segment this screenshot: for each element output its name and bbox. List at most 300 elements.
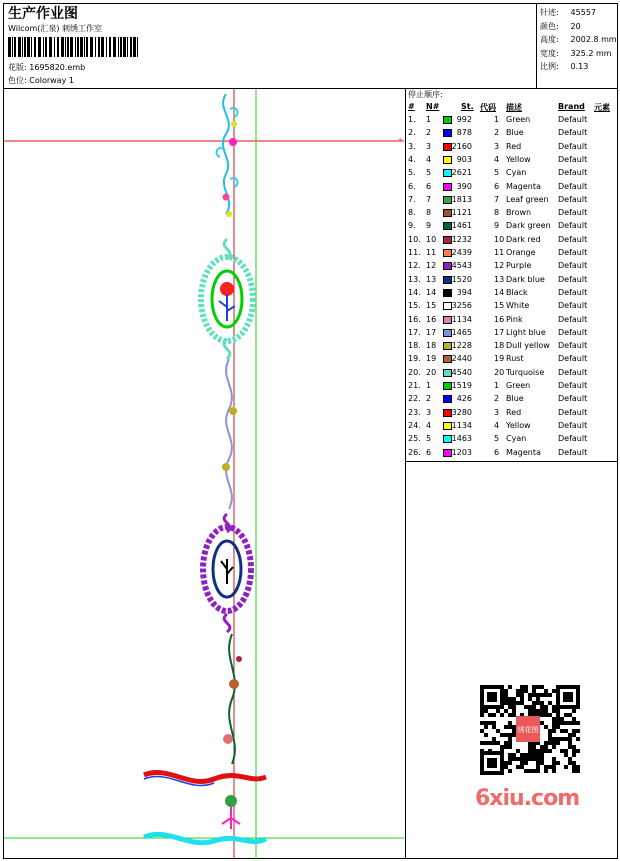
qr-module bbox=[572, 709, 576, 713]
row-stitches: 426 bbox=[456, 394, 472, 404]
qr-module bbox=[536, 701, 540, 705]
qr-module bbox=[532, 757, 536, 761]
table-row bbox=[408, 434, 618, 447]
row-needle: 20 bbox=[426, 367, 437, 377]
color-swatch bbox=[443, 449, 452, 457]
qr-module bbox=[564, 749, 568, 753]
qr-module bbox=[540, 749, 544, 753]
qr-module bbox=[488, 713, 492, 717]
qr-module bbox=[528, 769, 532, 773]
row-needle: 15 bbox=[426, 301, 437, 311]
color-swatch bbox=[443, 342, 452, 350]
design-file bbox=[8, 62, 85, 73]
barcode-bar bbox=[18, 37, 21, 57]
barcode-bar bbox=[137, 37, 138, 57]
row-index: 22. bbox=[408, 394, 421, 404]
qr-module bbox=[548, 713, 552, 717]
row-code: 2 bbox=[494, 128, 500, 138]
table-row bbox=[408, 315, 618, 328]
row-code: 6 bbox=[494, 181, 500, 191]
qr-module bbox=[568, 741, 572, 745]
row-index: 4. bbox=[408, 154, 416, 164]
color-swatch bbox=[443, 276, 452, 284]
qr-module bbox=[556, 717, 560, 721]
qr-module bbox=[480, 741, 484, 745]
qr-module bbox=[536, 709, 540, 713]
qr-module bbox=[560, 737, 564, 741]
qr-module bbox=[568, 721, 572, 725]
row-brand: Default bbox=[558, 168, 588, 178]
qr-module bbox=[484, 733, 488, 737]
qr-module bbox=[516, 757, 520, 761]
barcode-bar bbox=[101, 37, 104, 57]
barcode-bar bbox=[45, 37, 47, 57]
qr-module bbox=[568, 713, 572, 717]
row-needle: 5 bbox=[426, 434, 432, 444]
qr-module bbox=[480, 709, 484, 713]
barcode-bar bbox=[120, 37, 122, 57]
row-index: 6. bbox=[408, 181, 416, 191]
qr-module bbox=[484, 725, 488, 729]
row-description: Brown bbox=[506, 208, 532, 218]
table-row bbox=[408, 421, 618, 434]
qr-module bbox=[512, 701, 516, 705]
qr-module bbox=[520, 689, 524, 693]
qr-module bbox=[548, 765, 552, 769]
qr-module bbox=[564, 713, 568, 717]
row-needle: 6 bbox=[426, 181, 432, 191]
barcode-bar bbox=[123, 37, 126, 57]
row-code: 4 bbox=[494, 420, 500, 430]
stat-height: 高度: 2002.8 mm bbox=[540, 35, 617, 45]
qr-module bbox=[540, 701, 544, 705]
design-label: 花版: bbox=[8, 63, 27, 72]
table-row bbox=[408, 115, 618, 128]
row-needle: 5 bbox=[426, 168, 432, 178]
qr-module bbox=[552, 745, 556, 749]
qr-module bbox=[544, 705, 548, 709]
color-swatch bbox=[443, 169, 452, 177]
row-index: 11. bbox=[408, 248, 421, 257]
table-row bbox=[408, 128, 618, 141]
barcode-bar bbox=[8, 37, 11, 57]
qr-module bbox=[548, 749, 552, 753]
qr-module bbox=[552, 761, 556, 765]
qr-module bbox=[520, 757, 524, 761]
row-description: Magenta bbox=[506, 181, 541, 191]
row-index: 9. bbox=[408, 221, 416, 231]
qr-module bbox=[572, 761, 576, 765]
qr-module bbox=[504, 765, 508, 769]
qr-module bbox=[492, 725, 496, 729]
qr-module bbox=[508, 741, 512, 745]
qr-module bbox=[532, 705, 536, 709]
row-index: 21. bbox=[408, 381, 421, 390]
col-stitches: St. bbox=[461, 102, 474, 111]
qr-module bbox=[532, 749, 536, 753]
barcode-bar bbox=[27, 37, 30, 57]
qr-module bbox=[552, 737, 556, 741]
color-swatch bbox=[443, 156, 452, 164]
row-stitches: 1463 bbox=[451, 434, 472, 444]
qr-module bbox=[536, 769, 540, 773]
row-stitches: 1203 bbox=[451, 447, 472, 457]
qr-module bbox=[544, 741, 548, 745]
row-index: 8. bbox=[408, 208, 416, 218]
table-row bbox=[408, 328, 618, 341]
qr-module bbox=[524, 685, 528, 689]
row-index: 14. bbox=[408, 287, 421, 297]
row-stitches: 1134 bbox=[451, 314, 472, 324]
qr-module bbox=[512, 709, 516, 713]
qr-module bbox=[552, 757, 556, 761]
qr-module bbox=[540, 745, 544, 749]
row-stitches: 1519 bbox=[451, 381, 472, 390]
qr-module bbox=[544, 693, 548, 697]
qr-module bbox=[508, 753, 512, 757]
row-index: 26. bbox=[408, 447, 421, 457]
qr-module bbox=[532, 685, 536, 689]
table-row bbox=[408, 394, 618, 407]
row-index: 18. bbox=[408, 341, 421, 351]
row-stitches: 4543 bbox=[451, 261, 472, 271]
qr-module bbox=[540, 753, 544, 757]
qr-module bbox=[496, 709, 500, 713]
row-stitches: 4540 bbox=[451, 367, 472, 377]
qr-module bbox=[504, 725, 508, 729]
row-code: 3 bbox=[494, 407, 500, 417]
qr-module bbox=[508, 725, 512, 729]
qr-module bbox=[540, 705, 544, 709]
row-needle: 7 bbox=[426, 194, 432, 204]
qr-module bbox=[536, 753, 540, 757]
qr-module bbox=[480, 713, 484, 717]
row-code: 20 bbox=[494, 367, 505, 377]
qr-module bbox=[544, 749, 548, 753]
row-index: 2. bbox=[408, 128, 416, 138]
qr-module bbox=[536, 693, 540, 697]
row-needle: 19 bbox=[426, 354, 437, 364]
qr-module bbox=[484, 741, 488, 745]
stats-panel bbox=[540, 6, 617, 74]
col-code: 代码 bbox=[480, 103, 496, 112]
row-description: Cyan bbox=[506, 168, 527, 178]
design-value: 1695820.emb bbox=[29, 63, 86, 72]
qr-module bbox=[488, 741, 492, 745]
qr-module bbox=[512, 733, 516, 737]
qr-module bbox=[564, 721, 568, 725]
color-swatch bbox=[443, 209, 452, 217]
row-brand: Default bbox=[558, 354, 588, 364]
row-brand: Default bbox=[558, 394, 588, 404]
qr-module bbox=[552, 741, 556, 745]
qr-module bbox=[516, 765, 520, 769]
barcode-bar bbox=[113, 37, 116, 57]
row-code: 5 bbox=[494, 434, 500, 444]
qr-module bbox=[532, 693, 536, 697]
row-needle: 13 bbox=[426, 274, 437, 284]
qr-module bbox=[548, 693, 552, 697]
qr-module bbox=[524, 689, 528, 693]
qr-module bbox=[576, 749, 580, 753]
barcode-bar bbox=[57, 37, 59, 57]
row-code: 9 bbox=[494, 221, 500, 231]
qr-module bbox=[508, 737, 512, 741]
row-code: 3 bbox=[494, 141, 500, 151]
qr-center-text: 绣花图 bbox=[517, 726, 539, 734]
row-code: 10 bbox=[494, 234, 505, 244]
row-needle: 9 bbox=[426, 221, 432, 231]
barcode-bar bbox=[77, 37, 79, 57]
qr-module bbox=[512, 753, 516, 757]
barcode-bar bbox=[38, 37, 41, 57]
qr-module bbox=[504, 761, 508, 765]
qr-module bbox=[492, 741, 496, 745]
qr-module bbox=[524, 761, 528, 765]
row-stitches: 2160 bbox=[451, 141, 472, 151]
qr-module bbox=[504, 701, 508, 705]
row-stitches: 394 bbox=[456, 287, 472, 297]
row-stitches: 1465 bbox=[451, 327, 472, 337]
qr-module bbox=[528, 697, 532, 701]
row-brand: Default bbox=[558, 261, 588, 271]
qr-module bbox=[520, 753, 524, 757]
qr-module bbox=[516, 701, 520, 705]
qr-module bbox=[564, 729, 568, 733]
row-description: Dark green bbox=[506, 221, 551, 231]
row-stitches: 1232 bbox=[451, 234, 472, 244]
stat-stitches: 针迹: 45557 bbox=[540, 8, 596, 17]
row-brand: Default bbox=[558, 194, 588, 204]
qr-module bbox=[568, 757, 572, 761]
table-row bbox=[408, 301, 618, 314]
row-description: Pink bbox=[506, 314, 523, 324]
row-description: Dark red bbox=[506, 234, 541, 244]
qr-module bbox=[528, 745, 532, 749]
row-code: 2 bbox=[494, 394, 500, 404]
row-needle: 6 bbox=[426, 447, 432, 457]
col-element: 元素 bbox=[594, 103, 610, 112]
barcode bbox=[8, 37, 140, 57]
qr-module bbox=[572, 765, 576, 769]
table-row bbox=[408, 142, 618, 155]
qr-module bbox=[572, 729, 576, 733]
row-needle: 14 bbox=[426, 287, 437, 297]
row-stitches: 2440 bbox=[451, 354, 472, 364]
row-stitches: 1228 bbox=[451, 341, 472, 351]
cyan-wave-border bbox=[144, 834, 266, 842]
qr-module bbox=[548, 729, 552, 733]
barcode-bar bbox=[106, 37, 107, 57]
row-brand: Default bbox=[558, 181, 588, 191]
row-description: Magenta bbox=[506, 447, 541, 457]
qr-module bbox=[544, 689, 548, 693]
row-needle: 10 bbox=[426, 234, 437, 244]
barcode-bar bbox=[31, 37, 32, 57]
qr-module bbox=[532, 769, 536, 773]
row-description: Turquoise bbox=[506, 367, 545, 377]
barcode-bar bbox=[24, 37, 26, 57]
color-swatch bbox=[443, 302, 452, 310]
qr-module bbox=[508, 697, 512, 701]
barcode-bar bbox=[43, 37, 44, 57]
table-row bbox=[408, 182, 618, 195]
qr-module bbox=[536, 685, 540, 689]
row-brand: Default bbox=[558, 434, 588, 444]
barcode-bar bbox=[54, 37, 55, 57]
row-brand: Default bbox=[558, 341, 588, 351]
row-index: 17. bbox=[408, 327, 421, 337]
qr-module bbox=[544, 769, 548, 773]
table-row bbox=[408, 275, 618, 288]
qr-module bbox=[508, 685, 512, 689]
qr-module bbox=[552, 689, 556, 693]
row-code: 4 bbox=[494, 154, 500, 164]
qr-module bbox=[524, 769, 528, 773]
row-description: Yellow bbox=[506, 154, 531, 164]
row-description: Leaf green bbox=[506, 194, 549, 204]
row-index: 24. bbox=[408, 420, 421, 430]
qr-module bbox=[552, 717, 556, 721]
page-title: 生产作业图 bbox=[8, 6, 78, 22]
qr-module bbox=[572, 753, 576, 757]
row-code: 18 bbox=[494, 341, 505, 351]
row-code: 17 bbox=[494, 327, 505, 337]
qr-module bbox=[556, 737, 560, 741]
row-brand: Default bbox=[558, 154, 588, 164]
row-brand: Default bbox=[558, 128, 588, 138]
qr-module bbox=[548, 701, 552, 705]
barcode-bar bbox=[98, 37, 100, 57]
stat-width: 宽度: 325.2 mm bbox=[540, 48, 612, 58]
purple-medallion-motif bbox=[203, 514, 251, 632]
row-needle: 3 bbox=[426, 141, 432, 151]
qr-module bbox=[572, 733, 576, 737]
qr-module bbox=[560, 717, 564, 721]
turquoise-medallion-motif bbox=[201, 239, 253, 359]
barcode-bar bbox=[90, 37, 93, 57]
qr-module bbox=[548, 737, 552, 741]
qr-module bbox=[548, 741, 552, 745]
qr-module bbox=[532, 701, 536, 705]
color-swatch bbox=[443, 262, 452, 270]
qr-module bbox=[536, 697, 540, 701]
row-stitches: 1813 bbox=[451, 194, 472, 204]
qr-module bbox=[508, 705, 512, 709]
row-needle: 3 bbox=[426, 407, 432, 417]
barcode-bar bbox=[12, 37, 13, 57]
qr-module bbox=[540, 709, 544, 713]
row-needle: 1 bbox=[426, 115, 432, 124]
qr-module bbox=[504, 745, 508, 749]
row-brand: Default bbox=[558, 381, 588, 390]
barcode-bar bbox=[34, 37, 36, 57]
stat-scale: 比例: 0.13 bbox=[540, 62, 589, 72]
green-leaf-ornament bbox=[225, 795, 237, 807]
row-description: White bbox=[506, 301, 530, 311]
color-swatch bbox=[443, 116, 452, 124]
col-brand: Brand bbox=[558, 102, 585, 111]
row-brand: Default bbox=[558, 274, 588, 284]
qr-module bbox=[544, 725, 548, 729]
table-row bbox=[408, 168, 618, 181]
qr-module bbox=[504, 733, 508, 737]
row-stitches: 1134 bbox=[451, 420, 472, 430]
row-index: 13. bbox=[408, 274, 421, 284]
qr-module bbox=[528, 757, 532, 761]
qr-module bbox=[508, 701, 512, 705]
qr-module bbox=[532, 689, 536, 693]
qr-module bbox=[572, 745, 576, 749]
row-stitches: 3256 bbox=[451, 301, 472, 311]
row-brand: Default bbox=[558, 221, 588, 231]
qr-module bbox=[556, 721, 560, 725]
qr-module bbox=[544, 713, 548, 717]
qr-module bbox=[540, 713, 544, 717]
row-description: Dark blue bbox=[506, 274, 545, 284]
qr-module bbox=[568, 733, 572, 737]
row-needle: 1 bbox=[426, 381, 432, 390]
color-swatch bbox=[443, 355, 452, 363]
row-brand: Default bbox=[558, 407, 588, 417]
row-description: Blue bbox=[506, 128, 524, 138]
row-description: Rust bbox=[506, 354, 524, 364]
barcode-bar bbox=[80, 37, 83, 57]
qr-module bbox=[512, 697, 516, 701]
qr-module bbox=[560, 749, 564, 753]
color-swatch bbox=[443, 196, 452, 204]
table-row bbox=[408, 208, 618, 221]
row-brand: Default bbox=[558, 314, 588, 324]
qr-module bbox=[576, 729, 580, 733]
row-brand: Default bbox=[558, 420, 588, 430]
row-brand: Default bbox=[558, 208, 588, 218]
qr-module bbox=[576, 765, 580, 769]
qr-module bbox=[512, 729, 516, 733]
qr-module bbox=[504, 689, 508, 693]
qr-module bbox=[568, 737, 572, 741]
qr-module bbox=[540, 693, 544, 697]
barcode-bar bbox=[127, 37, 128, 57]
color-swatch bbox=[443, 143, 452, 151]
qr-module bbox=[528, 709, 532, 713]
row-stitches: 903 bbox=[456, 154, 472, 164]
table-row bbox=[408, 221, 618, 234]
qr-finder-pattern bbox=[487, 692, 497, 702]
qr-module bbox=[484, 721, 488, 725]
row-code: 1 bbox=[494, 381, 500, 390]
qr-module bbox=[556, 713, 560, 717]
row-stitches: 2439 bbox=[451, 248, 472, 257]
color-swatch bbox=[443, 183, 452, 191]
barcode-bar bbox=[14, 37, 16, 57]
qr-module bbox=[492, 721, 496, 725]
barcode-bar bbox=[75, 37, 76, 57]
row-needle: 2 bbox=[426, 394, 432, 404]
row-index: 12. bbox=[408, 261, 421, 271]
stats-divider bbox=[536, 3, 537, 89]
qr-module bbox=[528, 753, 532, 757]
qr-module bbox=[544, 745, 548, 749]
row-description: Green bbox=[506, 381, 531, 390]
row-description: Dull yellow bbox=[506, 341, 550, 351]
table-row bbox=[408, 408, 618, 421]
qr-module bbox=[572, 769, 576, 773]
col-num: # bbox=[408, 102, 415, 111]
qr-module bbox=[516, 689, 520, 693]
barcode-bar bbox=[65, 37, 66, 57]
qr-module bbox=[544, 765, 548, 769]
